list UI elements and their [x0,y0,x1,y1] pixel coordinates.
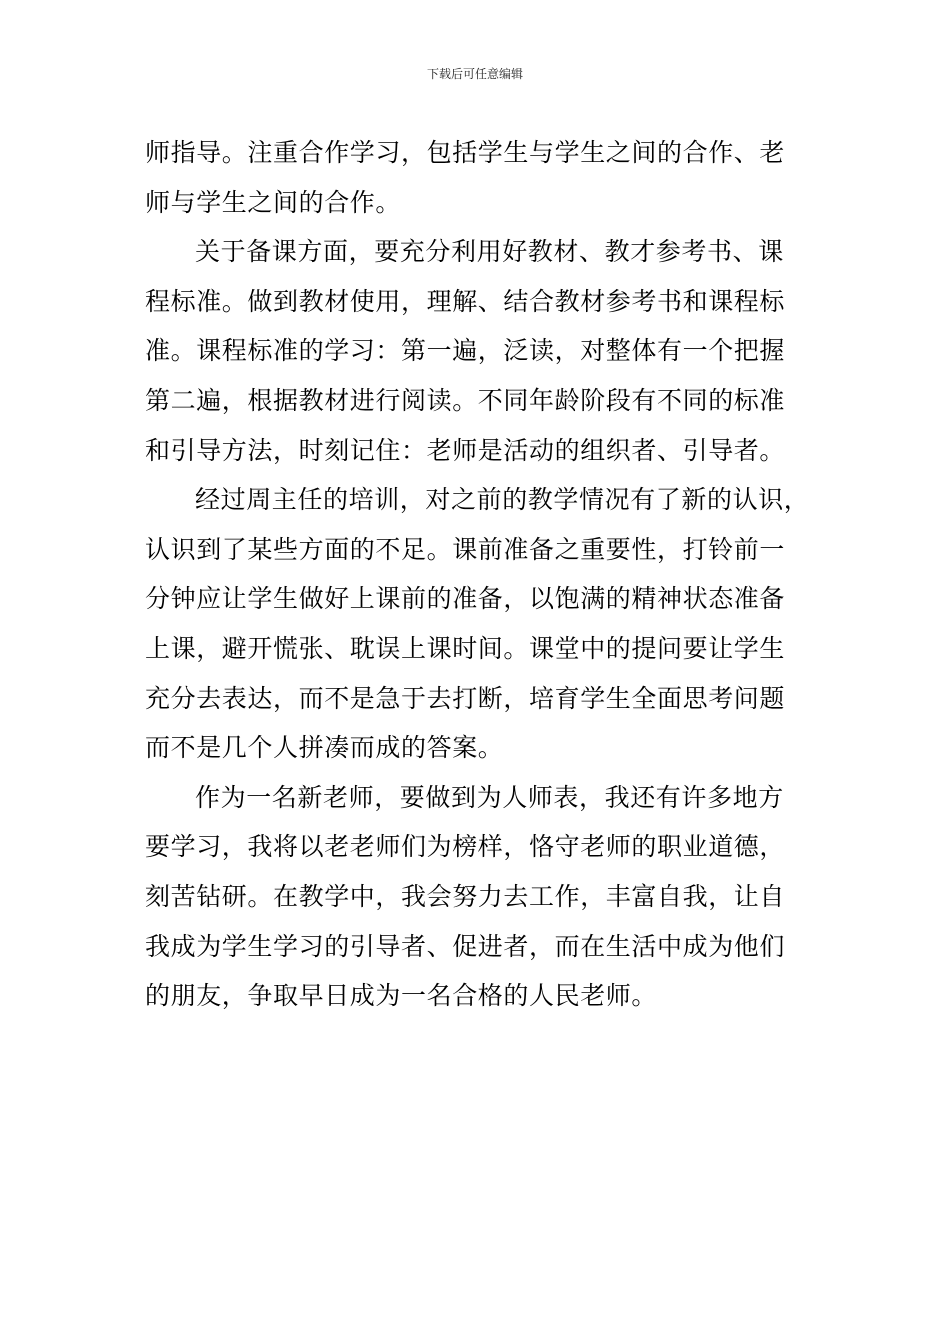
text-line: 要学习，我将以老老师们为榜样，恪守老师的职业道德， [145,832,786,862]
paragraph-2 [145,227,825,475]
text-line: 我成为学生学习的引导者、促进者，而在生活中成为他们 [145,931,786,961]
text-line: 作为一名新老师，要做到为人师表，我还有许多地方 [195,782,784,812]
text-line: 程标准。做到教材使用，理解、结合教材参考书和课程标 [145,286,786,316]
text-line: 经过周主任的培训，对之前的教学情况有了新的认识， [195,485,810,515]
text-line: 关于备课方面，要充分利用好教材、教才参考书、课 [195,237,784,267]
text-line: 的朋友，争取早日成为一名合格的人民老师。 [145,981,658,1011]
text-line: 刻苦钻研。在教学中，我会努力去工作，丰富自我，让自 [145,881,786,911]
text-line: 认识到了某些方面的不足。课前准备之重要性，打铃前一 [145,534,786,564]
text-line: 分钟应让学生做好上课前的准备，以饱满的精神状态准备 [145,584,786,614]
text-line: 上课，避开慌张、耽误上课时间。课堂中的提问要让学生 [145,633,786,663]
text-line: 师指导。注重合作学习，包括学生与学生之间的合作、老 [145,138,786,167]
paragraph-3 [145,475,825,773]
paragraph-4 [145,773,825,1021]
text-line: 和引导方法，时刻记住：老师是活动的组织者、引导者。 [145,435,786,465]
text-line: 第二遍，根据教材进行阅读。不同年龄阶段有不同的标准 [145,385,786,415]
text-line: 准。课程标准的学习：第一遍，泛读，对整体有一个把握 [145,336,786,366]
paragraph-1 [145,128,825,227]
text-line: 而不是几个人拼凑而成的答案。 [145,733,504,763]
text-line: 师与学生之间的合作。 [145,187,402,217]
text-line: 充分去表达，而不是急于去打断，培育学生全面思考问题 [145,683,786,713]
page-header: 下载后可任意编辑 [426,67,523,81]
document-body [145,128,825,1021]
